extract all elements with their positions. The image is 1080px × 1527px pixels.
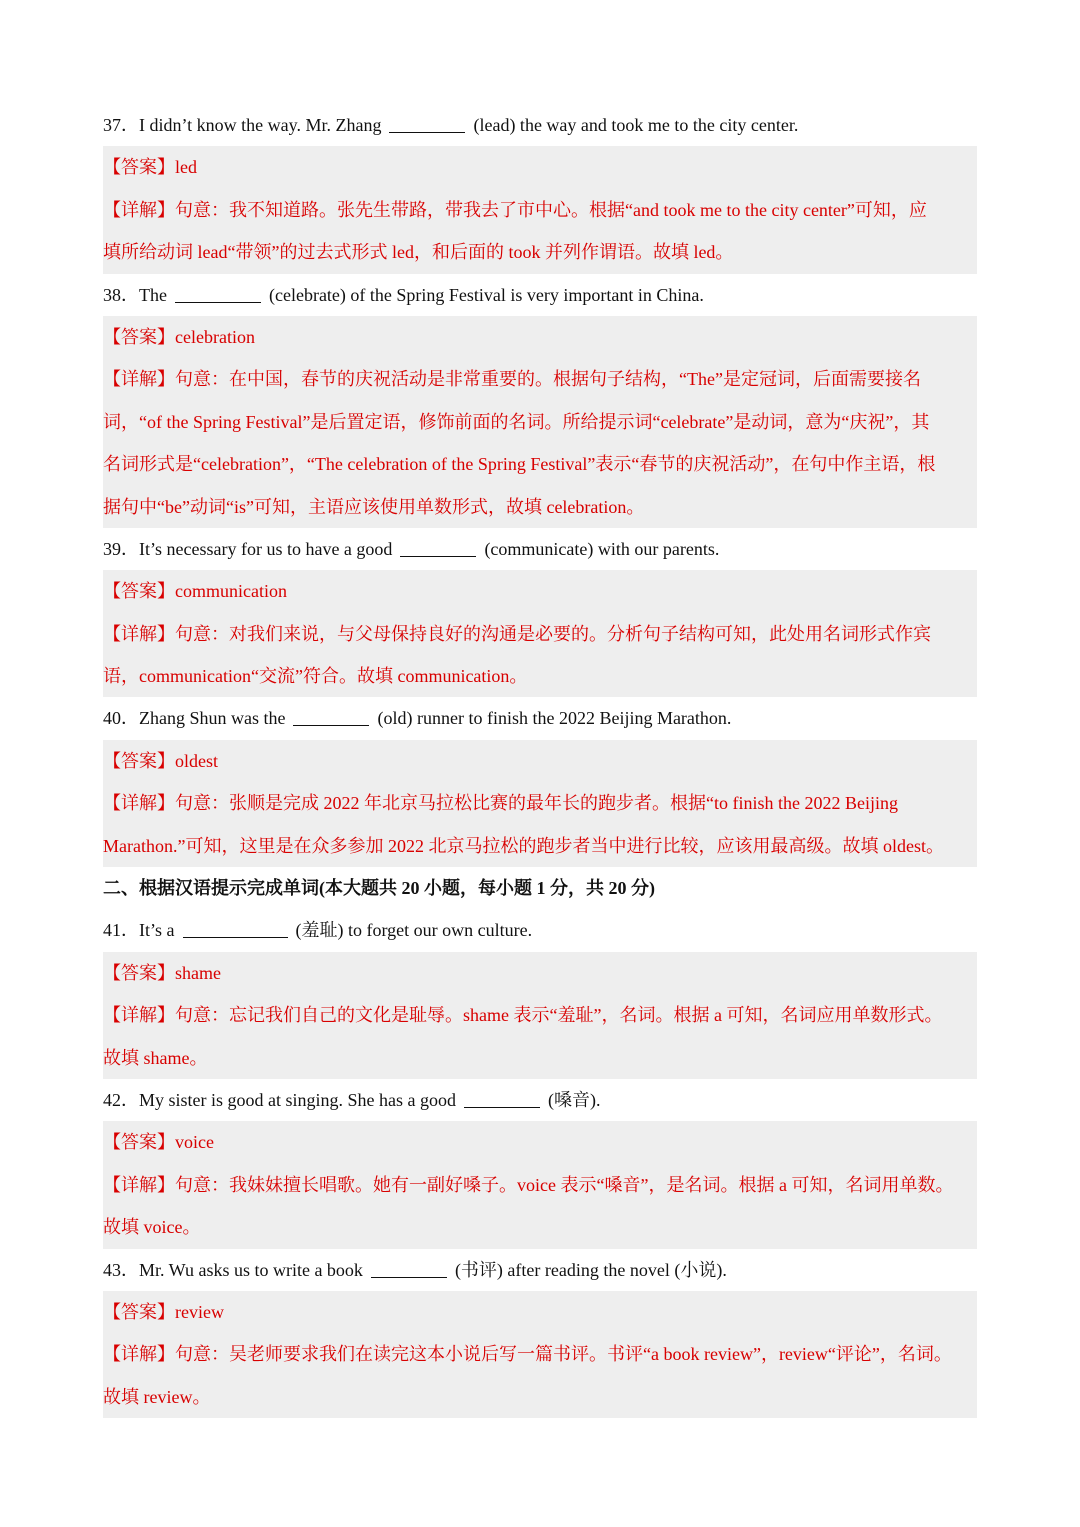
detail-text: 填所给动词 lead“带领”的过去式形式 led，和后面的 took 并列作谓语。故填 led。	[103, 242, 734, 263]
answer-text: celebration	[175, 326, 255, 347]
answer-tag: 【答案】	[103, 581, 175, 602]
detail-text: 句意：对我们来说，与父母保持良好的沟通是必要的。分析句子结构可知，此处用名词形式作宾	[175, 623, 931, 644]
detail-tag: 【详解】	[103, 1344, 175, 1365]
answer-tag: 【答案】	[103, 750, 175, 771]
detail-37-line-1	[103, 189, 977, 231]
answer-blank	[400, 538, 476, 557]
question-43	[103, 1249, 977, 1291]
question-text: 39．It’s necessary for us to have a good	[103, 538, 393, 559]
section-heading: 二、根据汉语提示完成单词(本大题共 20 小题，每小题 1 分，共 20 分)	[103, 878, 655, 899]
detail-tag: 【详解】	[103, 793, 175, 814]
question-text: 40．Zhang Shun was the	[103, 708, 286, 729]
question-text: (communicate) with our parents.	[484, 538, 720, 559]
detail-tag: 【详解】	[103, 369, 175, 390]
question-text: (羞耻) to forget our own culture.	[295, 920, 533, 941]
detail-tag: 【详解】	[103, 623, 175, 644]
detail-43-line-2	[103, 1376, 977, 1418]
question-38	[103, 274, 977, 316]
answer-43	[103, 1291, 977, 1333]
detail-41-line-1	[103, 994, 977, 1036]
detail-text: Marathon.”可知，这里是在众多参加 2022 北京马拉松的跑步者当中进行比较，应该用最高级。故填 oldest。	[103, 835, 944, 856]
detail-text: 故填 review。	[103, 1386, 211, 1407]
answer-text: voice	[175, 1132, 214, 1153]
answer-tag: 【答案】	[103, 1301, 175, 1322]
question-text: (lead) the way and took me to the city center.	[473, 115, 799, 135]
detail-text: 据句中“be”动词“is”可知，主语应该使用单数形式，故填 celebration。	[103, 496, 645, 517]
answer-text: communication	[175, 581, 287, 602]
answer-text: review	[175, 1301, 224, 1322]
detail-text: 故填 shame。	[103, 1047, 208, 1068]
detail-text: 语，communication“交流”符合。故填 communication。	[103, 666, 528, 687]
detail-37-line-2	[103, 231, 977, 273]
answer-blank	[464, 1089, 540, 1108]
detail-text: 句意：我不知道路。张先生带路，带我去了市中心。根据“and took me to the city center”可知，应	[175, 199, 927, 220]
answer-tag: 【答案】	[103, 1132, 175, 1153]
detail-tag: 【详解】	[103, 1174, 175, 1195]
answer-text: oldest	[175, 750, 218, 771]
answer-blank	[175, 284, 261, 303]
detail-text: 故填 voice。	[103, 1217, 201, 1238]
answer-37	[103, 146, 977, 188]
answer-blank	[371, 1259, 447, 1278]
answer-41	[103, 952, 977, 994]
question-text: (old) runner to finish the 2022 Beijing Marathon.	[377, 708, 732, 729]
detail-text: 句意：吴老师要求我们在读完这本小说后写一篇书评。书评“a book review”，review“评论”，名词。	[175, 1344, 952, 1365]
question-text: (书评) after reading the novel (小说).	[454, 1259, 727, 1280]
detail-39-line-2	[103, 655, 977, 697]
detail-41-line-2	[103, 1037, 977, 1079]
question-text: (celebrate) of the Spring Festival is very important in China.	[268, 284, 704, 305]
detail-text: 句意：忘记我们自己的文化是耻辱。shame 表示“羞耻”，名词。根据 a 可知，名词应用单数形式。	[175, 1005, 943, 1026]
detail-42-line-2	[103, 1206, 977, 1248]
detail-tag: 【详解】	[103, 1005, 175, 1026]
detail-38-line-1	[103, 358, 977, 400]
detail-text: 句意：张顺是完成 2022 年北京马拉松比赛的最年长的跑步者。根据“to finish the 2022 Beijing	[175, 793, 898, 814]
answer-blank	[183, 919, 288, 938]
question-37	[103, 104, 977, 146]
answer-tag: 【答案】	[103, 326, 175, 347]
answer-text: led	[175, 157, 197, 178]
detail-40-line-1	[103, 782, 977, 824]
question-40	[103, 697, 977, 739]
detail-38-line-4	[103, 486, 977, 528]
answer-39	[103, 570, 977, 612]
detail-38-line-3	[103, 443, 977, 485]
answer-38	[103, 316, 977, 358]
question-39	[103, 528, 977, 570]
question-text: 42．My sister is good at singing. She has a good	[103, 1089, 456, 1110]
detail-39-line-1	[103, 613, 977, 655]
question-text: 41．It’s a	[103, 920, 175, 941]
answer-tag: 【答案】	[103, 962, 175, 983]
question-text: 38．The	[103, 284, 167, 305]
question-42	[103, 1079, 977, 1121]
detail-40-line-2	[103, 825, 977, 867]
answer-blank	[389, 114, 465, 133]
answer-text: shame	[175, 962, 221, 983]
detail-tag: 【详解】	[103, 199, 175, 220]
answer-tag: 【答案】	[103, 157, 175, 178]
question-41	[103, 909, 977, 951]
answer-42	[103, 1121, 977, 1163]
detail-text: 句意：我妹妹擅长唱歌。她有一副好嗓子。voice 表示“嗓音”，是名词。根据 a 可知，名词用单数。	[175, 1174, 954, 1195]
question-text: 37．I didn’t know the way. Mr. Zhang	[103, 115, 382, 135]
detail-38-line-2	[103, 401, 977, 443]
detail-42-line-1	[103, 1164, 977, 1206]
detail-text: 句意：在中国，春节的庆祝活动是非常重要的。根据句子结构，“The”是定冠词，后面需要接名	[175, 369, 921, 390]
exercise-content	[103, 104, 977, 1418]
detail-text: 词，“of the Spring Festival”是后置定语，修饰前面的名词。所给提示词“celebrate”是动词，意为“庆祝”，其	[103, 411, 930, 432]
question-text: (嗓音).	[548, 1089, 601, 1110]
answer-40	[103, 740, 977, 782]
question-text: 43．Mr. Wu asks us to write a book	[103, 1259, 363, 1280]
answer-blank	[293, 707, 369, 726]
detail-text: 名词形式是“celebration”，“The celebration of the Spring Festival”表示“春节的庆祝活动”，在句中作主语，根	[103, 454, 936, 475]
detail-43-line-1	[103, 1333, 977, 1375]
